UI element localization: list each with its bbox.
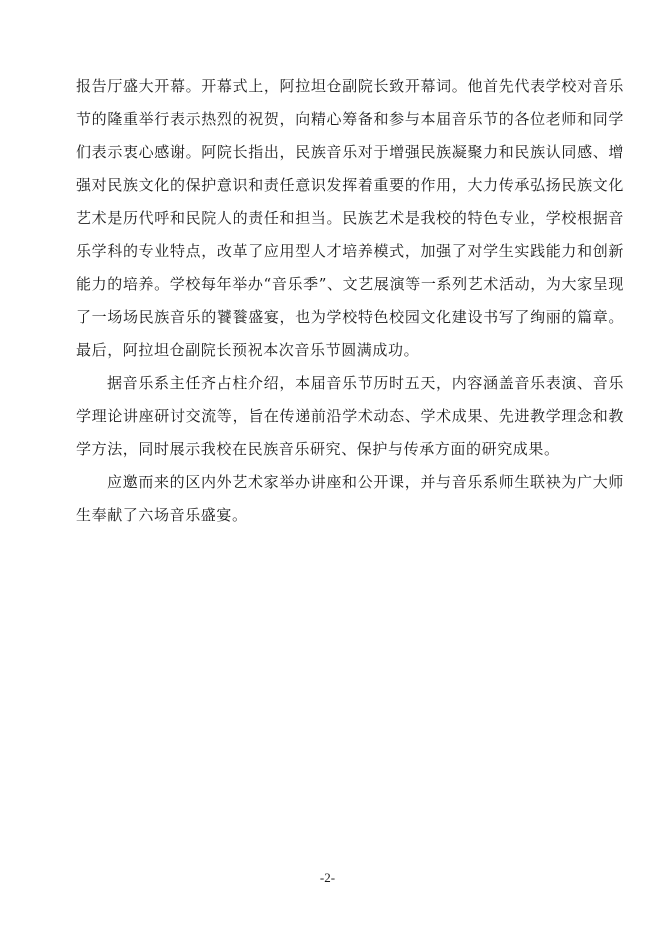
body-text: [76, 70, 624, 532]
paragraph-opening-ceremony: 报告厅盛大开幕。开幕式上，阿拉坦仓副院长致开幕词。他首先代表学校对音乐节的隆重举行表示热烈的祝贺，向精心筹备和参与本届音乐节的各位老师和同学们表示衷心感谢。阿院长指出，民族音乐对于增强民族凝聚力和民族认同感、增强对民族文化的保护意识和责任意识发挥着重要的作用，大力传承弘扬民族文化艺术是历代呼和民院人的责任和担当。民族艺术是我校的特色专业，学校根据音乐学科的专业特点，改革了应用型人才培养模式，加强了对学生实践能力和创新能力的培养。学校每年举办“音乐季”、文艺展演等一系列艺术活动，为大家呈现了一场场民族音乐的饕餮盛宴，也为学校特色校园文化建设书写了绚丽的篇章。最后，阿拉坦仓副院长预祝本次音乐节圆满成功。: [76, 77, 624, 359]
page-number: -2-: [319, 870, 336, 885]
paragraph-festival-introduction: 据音乐系主任齐占柱介绍，本届音乐节历时五天，内容涵盖音乐表演、音乐学理论讲座研讨交流等，旨在传递前沿学术动态、学术成果、先进教学理念和教学方法，同时展示我校在民族音乐研究、保护与传承方面的研究成果。: [76, 374, 624, 458]
paragraph-invited-artists: 应邀而来的区内外艺术家举办讲座和公开课，并与音乐系师生联袂为广大师生奉献了六场音乐盛宴。: [76, 473, 624, 524]
